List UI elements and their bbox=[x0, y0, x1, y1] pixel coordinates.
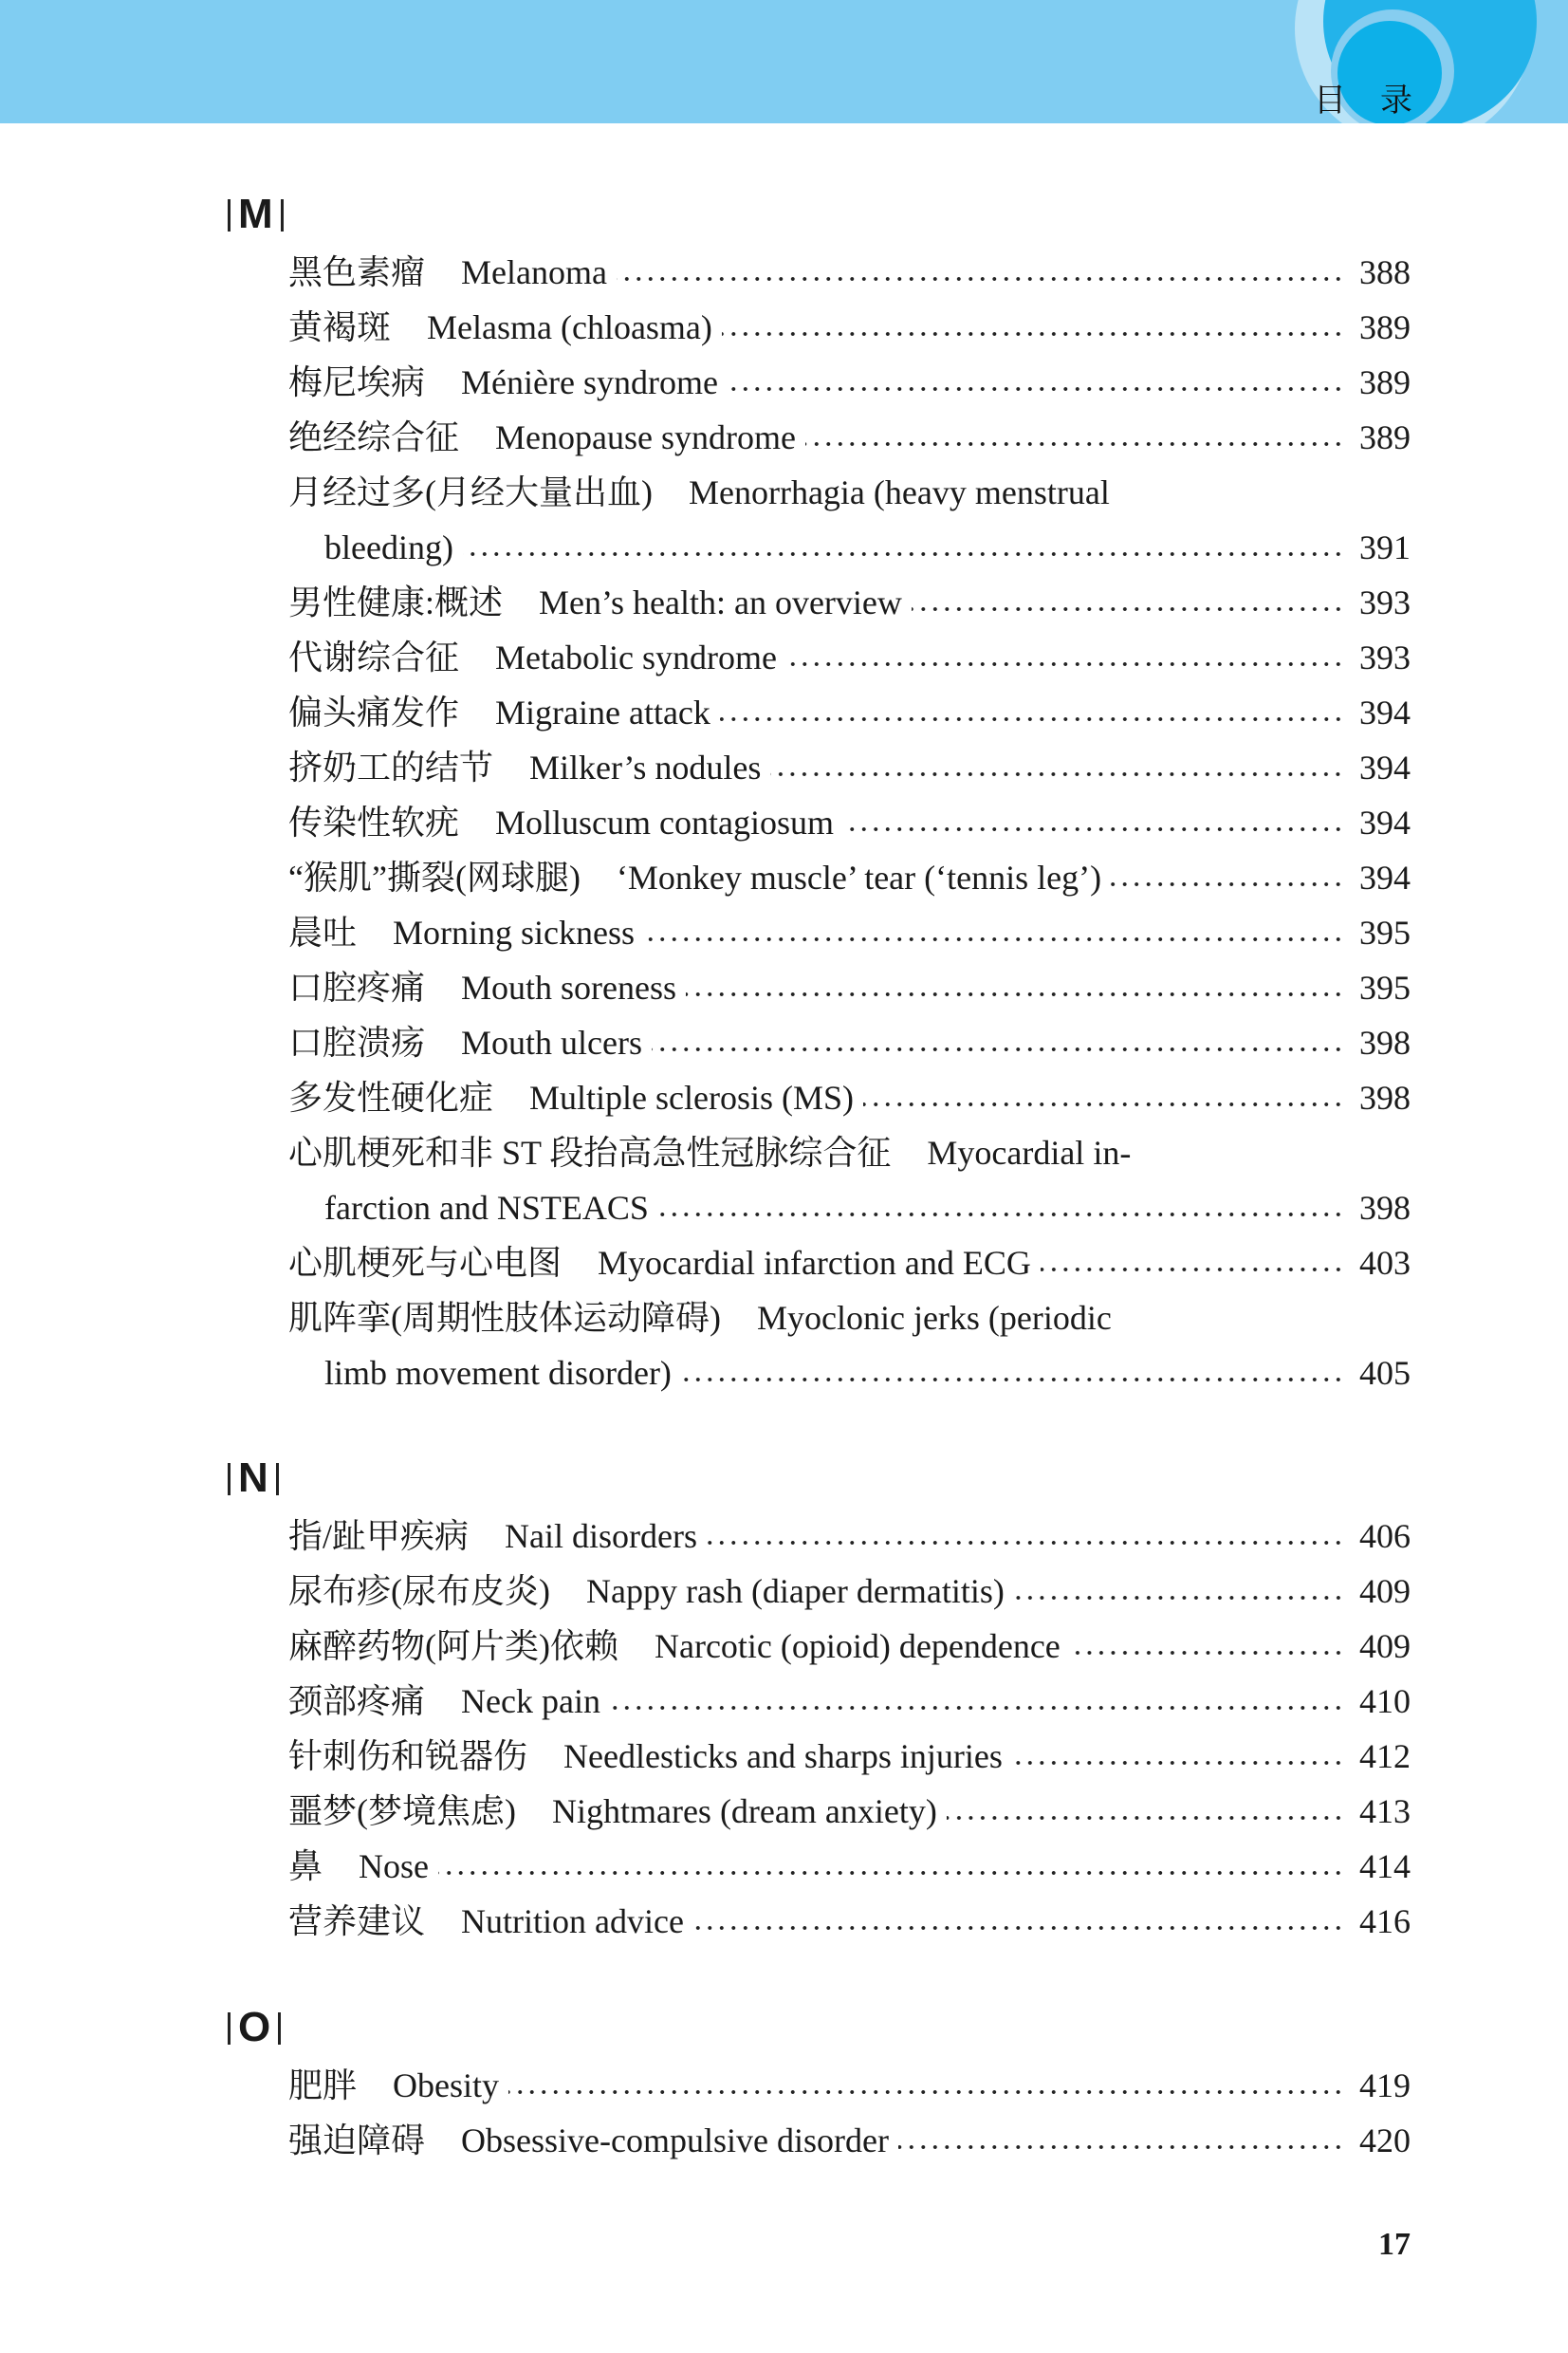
entry-zh-title: 噩梦(梦境焦虑) bbox=[288, 1792, 516, 1830]
toc-entry[interactable] bbox=[288, 1239, 1411, 1287]
dot-leader bbox=[686, 989, 1344, 1000]
dot-leader bbox=[722, 328, 1344, 340]
toc-entry[interactable] bbox=[288, 964, 1411, 1011]
toc-entry[interactable] bbox=[288, 1512, 1411, 1560]
toc-entry[interactable] bbox=[288, 744, 1411, 791]
toc-entry[interactable] bbox=[288, 579, 1411, 626]
toc-entry[interactable] bbox=[288, 2117, 1411, 2164]
entry-page: 389 bbox=[1359, 308, 1411, 346]
toc-entry[interactable] bbox=[288, 1294, 1411, 1342]
entry-zh-title: 强迫障碍 bbox=[288, 2121, 426, 2159]
entry-zh-title: 心肌梗死与心电图 bbox=[288, 1244, 563, 1282]
section-header-m bbox=[220, 191, 291, 238]
dot-leader bbox=[1041, 1264, 1344, 1275]
entry-en-title: Needlesticks and sharps injuries bbox=[563, 1737, 1003, 1775]
entry-page: 394 bbox=[1359, 804, 1411, 842]
dot-leader bbox=[720, 713, 1344, 725]
section-header-o bbox=[220, 2004, 288, 2051]
entry-en-title: Myocardial infarction and ECG bbox=[598, 1244, 1031, 1282]
dot-leader bbox=[1014, 1592, 1344, 1603]
entry-en-title: Men’s health: an overview bbox=[539, 584, 902, 621]
section-header-n bbox=[220, 1454, 286, 1502]
dot-leader bbox=[770, 769, 1344, 780]
toc-entry[interactable] bbox=[288, 1898, 1411, 1945]
entry-en-continuation: farction and NSTEACS bbox=[324, 1189, 649, 1227]
entry-zh-title: 黑色素瘤 bbox=[288, 253, 426, 291]
entry-en-title: Nightmares (dream anxiety) bbox=[551, 1792, 937, 1830]
entry-page: 394 bbox=[1359, 694, 1411, 732]
dot-leader bbox=[728, 383, 1344, 395]
dot-leader bbox=[947, 1812, 1344, 1824]
divider bbox=[228, 1463, 231, 1495]
divider bbox=[228, 2012, 231, 2045]
dot-leader bbox=[644, 934, 1344, 945]
entry-page: 412 bbox=[1359, 1737, 1411, 1775]
toc-entry[interactable] bbox=[288, 1129, 1411, 1176]
entry-page: 395 bbox=[1359, 914, 1411, 952]
entry-en-title: Metabolic syndrome bbox=[495, 639, 777, 676]
dot-leader bbox=[463, 548, 1344, 560]
entry-zh-title: 尿布疹(尿布皮炎) bbox=[288, 1572, 550, 1610]
entry-zh-title: 绝经综合征 bbox=[288, 418, 460, 456]
entry-en-title: Menorrhagia (heavy menstrual bbox=[688, 473, 1110, 511]
section-letter: M bbox=[238, 191, 273, 237]
entry-en-continuation: limb movement disorder) bbox=[324, 1354, 672, 1392]
entry-zh-title: 鼻 bbox=[288, 1847, 323, 1885]
entry-en-continuation: bleeding) bbox=[324, 528, 453, 566]
dot-leader bbox=[898, 2141, 1344, 2153]
entry-zh-title: 黄褐斑 bbox=[288, 308, 392, 346]
toc-entry[interactable] bbox=[324, 1184, 1411, 1232]
entry-zh-title: 颈部疼痛 bbox=[288, 1682, 426, 1720]
entry-page: 403 bbox=[1359, 1244, 1411, 1282]
entry-zh-title: 营养建议 bbox=[288, 1902, 426, 1940]
entry-page: 393 bbox=[1359, 584, 1411, 621]
dot-leader bbox=[508, 2086, 1344, 2098]
entry-en-title: Mouth ulcers bbox=[461, 1024, 642, 1062]
toc-entry[interactable] bbox=[288, 854, 1411, 901]
entry-en-title: Melanoma bbox=[461, 253, 607, 291]
toc-entry[interactable] bbox=[288, 2062, 1411, 2109]
entry-zh-title: 肥胖 bbox=[288, 2066, 358, 2104]
entry-page: 395 bbox=[1359, 969, 1411, 1007]
entry-page: 405 bbox=[1359, 1354, 1411, 1392]
entry-zh-title: 偏头痛发作 bbox=[288, 694, 460, 732]
dot-leader bbox=[610, 1702, 1344, 1714]
toc-entry[interactable] bbox=[288, 1677, 1411, 1725]
entry-en-title: Menopause syndrome bbox=[495, 418, 796, 456]
toc-entry[interactable] bbox=[288, 469, 1411, 516]
toc-entry[interactable] bbox=[288, 414, 1411, 461]
toc-entry[interactable] bbox=[288, 1843, 1411, 1890]
entry-page: 388 bbox=[1359, 253, 1411, 291]
entry-zh-title: 麻醉药物(阿片类)依赖 bbox=[288, 1627, 618, 1665]
entry-en-title: Obesity bbox=[393, 2066, 500, 2104]
entry-zh-title: 口腔疼痛 bbox=[288, 969, 426, 1007]
toc-entry[interactable] bbox=[288, 1567, 1411, 1615]
entry-page: 389 bbox=[1359, 418, 1411, 456]
entry-en-title: Nappy rash (diaper dermatitis) bbox=[585, 1572, 1005, 1610]
entry-zh-title: “猴肌”撕裂(网球腿) bbox=[288, 859, 581, 897]
dot-leader bbox=[805, 438, 1344, 450]
toc-entry[interactable] bbox=[324, 524, 1411, 571]
entry-en-title: Multiple sclerosis (MS) bbox=[529, 1079, 854, 1117]
entry-zh-title: 挤奶工的结节 bbox=[288, 749, 494, 787]
entry-en-title: Myoclonic jerks (periodic bbox=[756, 1299, 1112, 1337]
entry-zh-title: 代谢综合征 bbox=[288, 639, 460, 676]
toc-entry[interactable] bbox=[288, 304, 1411, 351]
section-letter: O bbox=[238, 2004, 271, 2050]
entry-en-title: Obsessive-compulsive disorder bbox=[461, 2121, 889, 2159]
toc-entry[interactable] bbox=[288, 1622, 1411, 1670]
entry-page: 414 bbox=[1359, 1847, 1411, 1885]
entry-zh-title: 心肌梗死和非 ST 段抬高急性冠脉综合征 bbox=[288, 1134, 892, 1172]
dot-leader bbox=[652, 1044, 1344, 1055]
entry-page: 410 bbox=[1359, 1682, 1411, 1720]
toc-entry[interactable] bbox=[288, 909, 1411, 956]
dot-leader bbox=[912, 603, 1344, 615]
entry-en-title: Melasma (chloasma) bbox=[427, 308, 712, 346]
entry-page: 406 bbox=[1359, 1517, 1411, 1555]
toc-entry[interactable] bbox=[288, 1732, 1411, 1780]
entry-page: 409 bbox=[1359, 1627, 1411, 1665]
entry-page: 393 bbox=[1359, 639, 1411, 676]
entry-en-title: Migraine attack bbox=[495, 694, 710, 732]
dot-leader bbox=[438, 1867, 1344, 1879]
toc-entry[interactable] bbox=[288, 1788, 1411, 1835]
dot-leader bbox=[1070, 1647, 1344, 1658]
dot-leader bbox=[658, 1209, 1344, 1220]
entry-zh-title: 针刺伤和锐器伤 bbox=[288, 1737, 528, 1775]
entry-en-title: Myocardial in- bbox=[927, 1134, 1132, 1172]
entry-en-title: Neck pain bbox=[461, 1682, 600, 1720]
entry-zh-title: 传染性软疣 bbox=[288, 804, 460, 842]
entry-zh-title: 晨吐 bbox=[288, 914, 358, 952]
toc-entry[interactable] bbox=[288, 689, 1411, 736]
section-letter: N bbox=[238, 1454, 268, 1501]
divider bbox=[281, 199, 284, 232]
entry-zh-title: 指/趾甲疾病 bbox=[288, 1517, 470, 1555]
entry-page: 389 bbox=[1359, 363, 1411, 401]
entry-en-title: ‘Monkey muscle’ tear (‘tennis leg’) bbox=[616, 859, 1102, 897]
entry-page: 398 bbox=[1359, 1079, 1411, 1117]
entry-en-title: Nose bbox=[359, 1847, 430, 1885]
header-title-char-1: 目 bbox=[1314, 82, 1346, 120]
toc-entry[interactable] bbox=[288, 249, 1411, 296]
entry-zh-title: 多发性硬化症 bbox=[288, 1079, 494, 1117]
entry-page: 394 bbox=[1359, 749, 1411, 787]
entry-zh-title: 肌阵挛(周期性肢体运动障碍) bbox=[288, 1299, 721, 1337]
dot-leader bbox=[1111, 879, 1344, 890]
entry-page: 409 bbox=[1359, 1572, 1411, 1610]
header-title-char-2: 录 bbox=[1380, 82, 1412, 120]
divider bbox=[276, 1463, 279, 1495]
dot-leader bbox=[843, 824, 1344, 835]
toc-entry[interactable] bbox=[288, 1074, 1411, 1121]
entry-en-title: Milker’s nodules bbox=[529, 749, 762, 787]
entry-en-title: Morning sickness bbox=[393, 914, 636, 952]
dot-leader bbox=[1012, 1757, 1344, 1769]
entry-en-title: Molluscum contagiosum bbox=[495, 804, 834, 842]
toc-entry[interactable] bbox=[288, 634, 1411, 681]
dot-leader bbox=[681, 1374, 1344, 1385]
toc-entry[interactable] bbox=[288, 359, 1411, 406]
entry-page: 420 bbox=[1359, 2121, 1411, 2159]
divider bbox=[228, 199, 231, 232]
entry-zh-title: 男性健康:概述 bbox=[288, 584, 504, 621]
entry-page: 394 bbox=[1359, 859, 1411, 897]
entry-page: 398 bbox=[1359, 1189, 1411, 1227]
page-number: 17 bbox=[1378, 2227, 1411, 2262]
dot-leader bbox=[617, 273, 1344, 285]
entry-zh-title: 月经过多(月经大量出血) bbox=[288, 473, 653, 511]
entry-page: 416 bbox=[1359, 1902, 1411, 1940]
dot-leader bbox=[786, 658, 1344, 670]
toc-entry[interactable] bbox=[288, 799, 1411, 846]
entry-zh-title: 梅尼埃病 bbox=[288, 363, 426, 401]
entry-page: 391 bbox=[1359, 528, 1411, 566]
dot-leader bbox=[863, 1099, 1344, 1110]
entry-en-title: Nutrition advice bbox=[461, 1902, 684, 1940]
entry-en-title: Mouth soreness bbox=[461, 969, 677, 1007]
entry-page: 398 bbox=[1359, 1024, 1411, 1062]
header-band bbox=[0, 0, 1568, 123]
toc-entry[interactable] bbox=[324, 1349, 1411, 1397]
dot-leader bbox=[693, 1922, 1344, 1934]
entry-zh-title: 口腔溃疡 bbox=[288, 1024, 426, 1062]
entry-en-title: Narcotic (opioid) dependence bbox=[654, 1627, 1061, 1665]
entry-en-title: Nail disorders bbox=[505, 1517, 697, 1555]
entry-page: 419 bbox=[1359, 2066, 1411, 2104]
dot-leader bbox=[707, 1537, 1344, 1548]
divider bbox=[278, 2012, 281, 2045]
entry-page: 413 bbox=[1359, 1792, 1411, 1830]
toc-entry[interactable] bbox=[288, 1019, 1411, 1066]
entry-en-title: Ménière syndrome bbox=[461, 363, 718, 401]
